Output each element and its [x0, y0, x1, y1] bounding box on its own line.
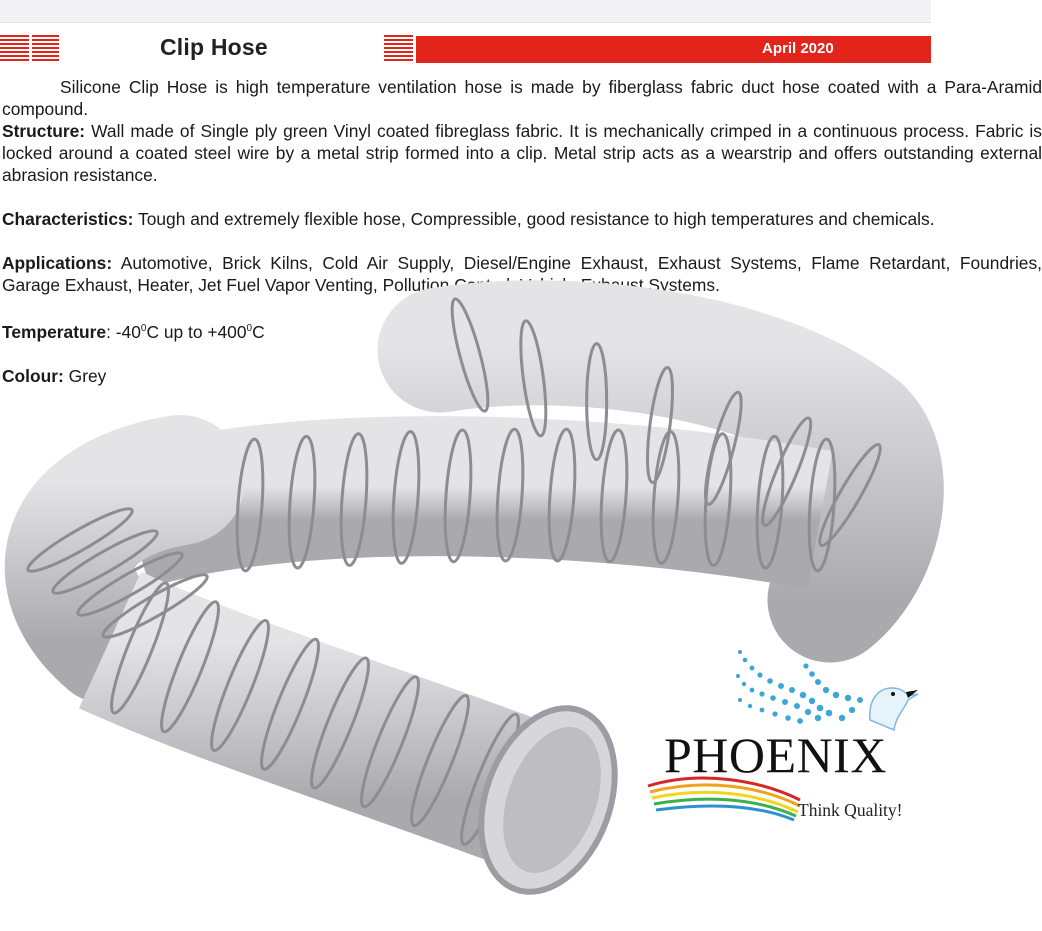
characteristics-label: Characteristics:: [2, 209, 134, 229]
intro-paragraph: Silicone Clip Hose is high temperature ventilation hose is made by fiberglass fabric duct hose coated with a Para-Aramid compound.: [2, 77, 1042, 119]
issue-date: April 2020: [762, 40, 834, 57]
structure-label: Structure:: [2, 121, 86, 141]
page-title: Clip Hose: [160, 34, 268, 60]
top-bar: [0, 0, 931, 23]
brand-name: PHOENIX: [664, 727, 887, 783]
temperature-unit: C: [252, 321, 265, 342]
brand-tagline: Think Quality!: [798, 800, 903, 820]
color-swoosh: [648, 778, 800, 820]
temperature-low: -40: [115, 321, 141, 342]
temperature-mid: C up to +400: [146, 321, 247, 342]
phoenix-bird-icon: [736, 650, 863, 724]
header-stripe-block: [0, 35, 29, 63]
header-stripe-block: [384, 35, 413, 63]
date-banner: [416, 36, 931, 63]
applications-text: Automotive, Brick Kilns, Cold Air Supply, Diesel/Engine Exhaust, Exhaust Systems, Flame Retardant, Foundries, Garage Exhaust, Heater, Jet Fuel Vapor Venting, Pollution Control, Vehicle Exhaust Systems.: [2, 253, 1042, 295]
degree-mark: 0: [246, 323, 253, 334]
colour-label: Colour:: [2, 365, 64, 386]
degree-mark: 0: [140, 323, 147, 334]
characteristics-paragraph: [2, 208, 1042, 230]
temperature-colon: :: [106, 321, 111, 342]
header-band: [0, 34, 931, 64]
colour-value: Grey: [68, 365, 107, 386]
clip-hose-image: [0, 330, 931, 930]
structure-paragraph: [2, 120, 1042, 186]
header-stripe-block: [32, 35, 59, 63]
applications-label: Applications:: [2, 253, 113, 273]
characteristics-text: Tough and extremely flexible hose, Compressible, good resistance to high temperatures and chemicals.: [138, 209, 935, 229]
structure-text: Wall made of Single ply green Vinyl coated fibreglass fabric. It is mechanically crimped in a continuous process. Fabric is locked around a coated steel wire by a metal strip formed into a clip. Metal strip acts as a wearstrip and offers outstanding external abrasion resistance.: [2, 121, 1042, 185]
temperature-label: Temperature: [2, 321, 107, 342]
